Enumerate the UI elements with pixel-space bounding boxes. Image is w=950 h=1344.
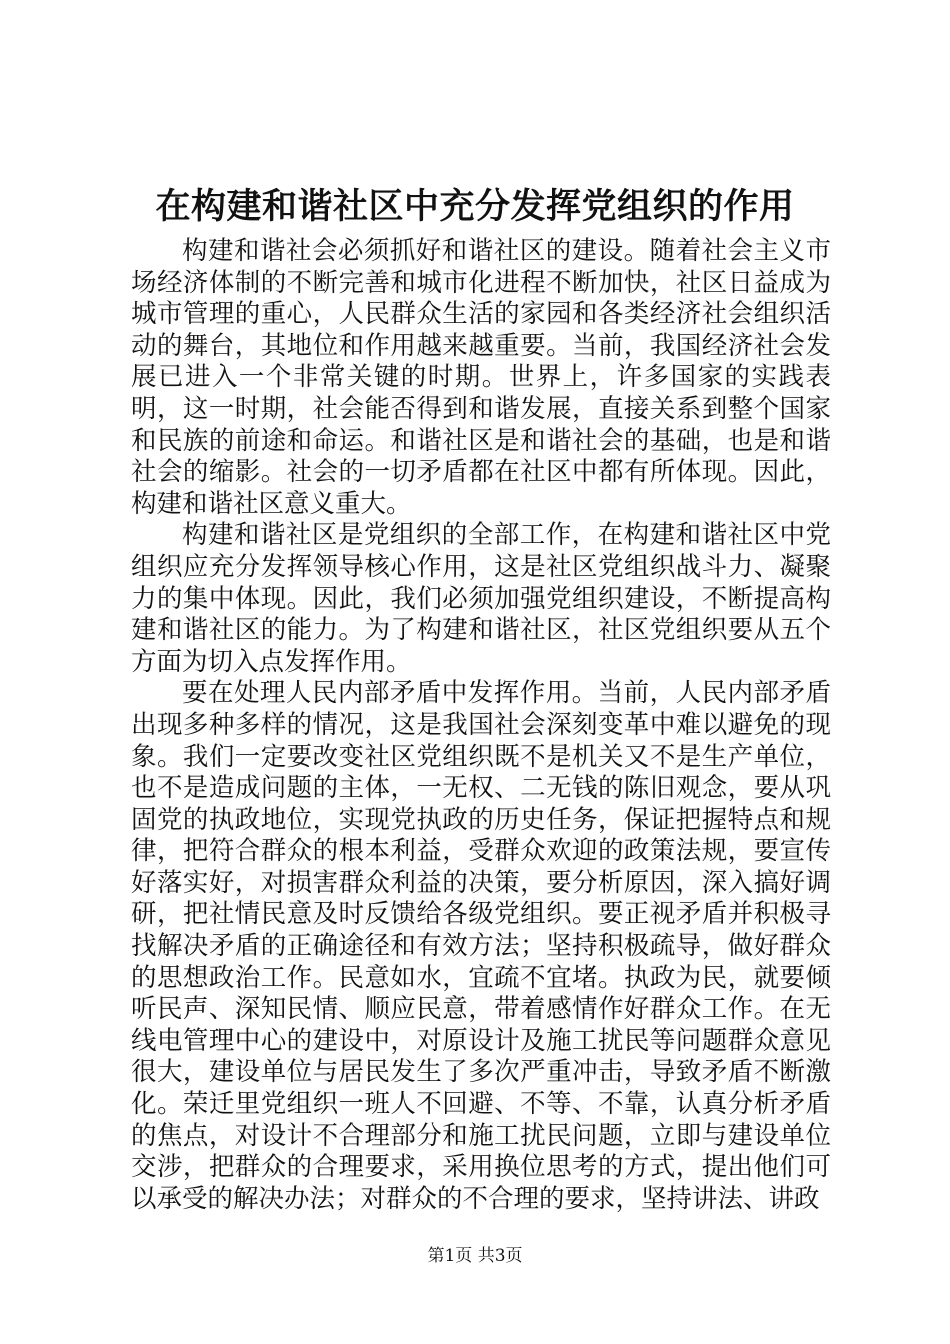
paragraph-1: 构建和谐社会必须抓好和谐社区的建设。随着社会主义市场经济体制的不断完善和城市化进程不断加快，社区日益成为城市管理的重心，人民群众生活的家园和各类经济社会组织活动的舞台，其地位和作用越来越重要。当前，我国经济社会发展已进入一个非常关键的时期。世界上，许多国家的实践表明，这一时期，社会能否得到和谐发展，直接关系到整个国家和民族的前途和命运。和谐社区是和谐社会的基础，也是和谐社会的缩影。社会的一切矛盾都在社区中都有所体现。因此，构建和谐社区意义重大。: [131, 236, 831, 519]
paragraph-2: 构建和谐社区是党组织的全部工作，在构建和谐社区中党组织应充分发挥领导核心作用，这是社区党组织战斗力、凝聚力的集中体现。因此，我们必须加强党组织建设，不断提高构建和谐社区的能力。为了构建和谐社区，社区党组织要从五个方面为切入点发挥作用。: [131, 520, 831, 677]
document-body: [131, 236, 831, 1215]
page-footer: 第1页 共3页: [427, 1246, 523, 1266]
document-title: 在构建和谐社区中充分发挥党组织的作用: [155, 186, 795, 227]
paragraph-3: 要在处理人民内部矛盾中发挥作用。当前，人民内部矛盾出现多种多样的情况，这是我国社会深刻变革中难以避免的现象。我们一定要改变社区党组织既不是机关又不是生产单位，也不是造成问题的主体，一无权、二无钱的陈旧观念，要从巩固党的执政地位，实现党执政的历史任务，保证把握特点和规律，把符合群众的根本利益，受群众欢迎的政策法规，要宣传好落实好，对损害群众利益的决策，要分析原因，深入搞好调研，把社情民意及时反馈给各级党组织。要正视矛盾并积极寻找解决矛盾的正确途径和有效方法；坚持积极疏导，做好群众的思想政治工作。民意如水，宜疏不宜堵。执政为民，就要倾听民声、深知民情、顺应民意，带着感情作好群众工作。在无线电管理中心的建设中，对原设计及施工扰民等问题群众意见很大，建设单位与居民发生了多次严重冲击，导致矛盾不断激化。荣迁里党组织一班人不回避、不等、不靠，认真分析矛盾的焦点，对设计不合理部分和施工扰民问题，立即与建设单位交涉，把群众的合理要求，采用换位思考的方式，提出他们可以承受的解决办法；对群众的不合理的要求，坚持讲法、讲政: [131, 678, 831, 1214]
